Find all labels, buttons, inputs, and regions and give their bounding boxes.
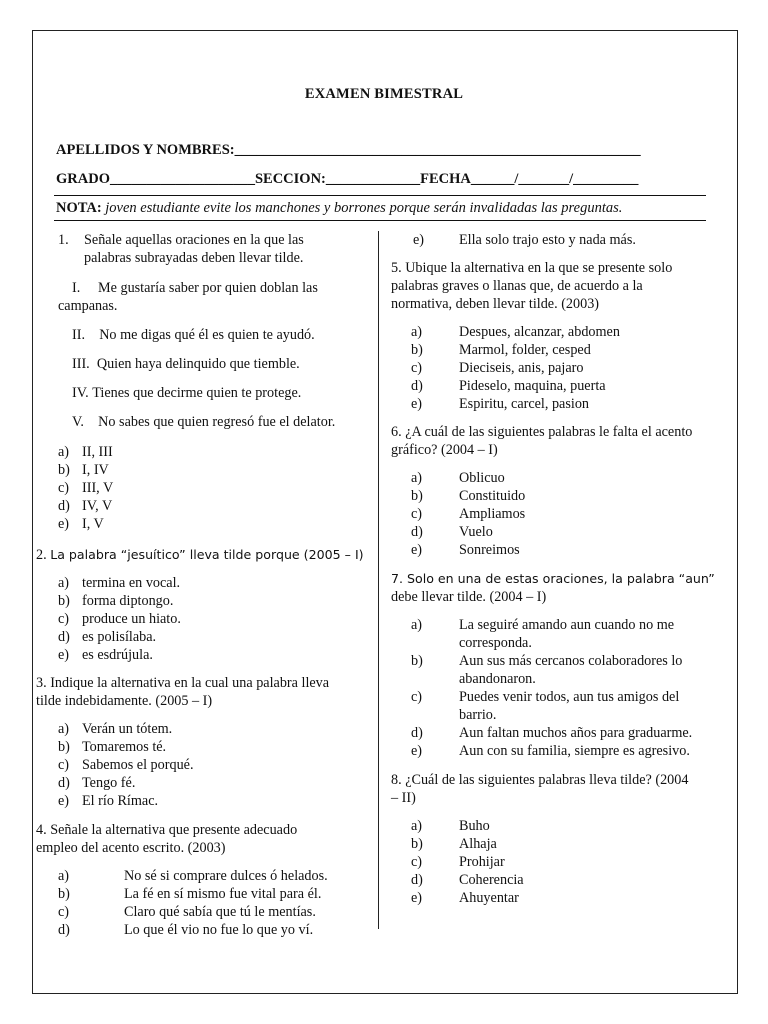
option-letter: a) bbox=[411, 617, 423, 633]
divider-top bbox=[54, 195, 706, 196]
option-text: Dieciseis, anis, pajaro bbox=[459, 360, 584, 376]
option[interactable] bbox=[411, 395, 729, 413]
option-text: La seguiré amando aun cuando no me bbox=[459, 617, 675, 633]
option-letter: d) bbox=[411, 725, 423, 741]
options-list bbox=[391, 231, 729, 249]
question-text: palabras graves o llanas que, de acuerdo a la bbox=[391, 278, 643, 294]
roman-item bbox=[36, 384, 366, 402]
option-text: Puedes venir todos, aun tus amigos del bbox=[459, 689, 680, 705]
option-text: III, V bbox=[82, 480, 114, 496]
option[interactable] bbox=[58, 628, 366, 646]
option-text: II, III bbox=[82, 444, 113, 460]
option-text: Alhaja bbox=[459, 836, 497, 852]
option[interactable] bbox=[411, 724, 729, 742]
options-list bbox=[36, 867, 366, 939]
roman-numeral: V. bbox=[72, 414, 84, 430]
option-text: Buho bbox=[459, 818, 490, 834]
option-letter: d) bbox=[58, 498, 70, 514]
option-letter: c) bbox=[411, 506, 423, 522]
option-text: Sonreimos bbox=[459, 542, 520, 558]
option-letter: c) bbox=[411, 854, 423, 870]
option-text: I, V bbox=[82, 516, 104, 532]
column-divider bbox=[378, 231, 379, 929]
option-text: Ahuyentar bbox=[459, 890, 519, 906]
question-text: normativa, deben llevar tilde. (2003) bbox=[391, 296, 600, 312]
option-letter: a) bbox=[58, 721, 70, 737]
option-text: Ampliamos bbox=[459, 506, 526, 522]
option-text: corresponda. bbox=[459, 635, 532, 651]
option-letter: e) bbox=[413, 232, 425, 248]
option[interactable] bbox=[58, 921, 366, 939]
option[interactable] bbox=[58, 885, 366, 903]
option-text: La fé en sí mismo fue vital para él. bbox=[124, 886, 322, 902]
question-text: – II) bbox=[391, 790, 416, 806]
option[interactable] bbox=[58, 903, 366, 921]
option-text: Prohijar bbox=[459, 854, 505, 870]
option-letter: e) bbox=[411, 743, 423, 759]
option-text: produce un hiato. bbox=[82, 611, 181, 627]
note-line bbox=[56, 200, 622, 217]
option[interactable] bbox=[411, 341, 729, 359]
option[interactable] bbox=[411, 835, 729, 853]
question-1 bbox=[36, 231, 366, 267]
option-letter: d) bbox=[411, 872, 423, 888]
option-text: Despues, alcanzar, abdomen bbox=[459, 324, 620, 340]
option-letter: e) bbox=[411, 542, 423, 558]
roman-item bbox=[36, 413, 366, 431]
option[interactable] bbox=[58, 756, 366, 774]
option-text: Oblicuo bbox=[459, 470, 505, 486]
option-letter: c) bbox=[58, 757, 70, 773]
question-6 bbox=[391, 423, 729, 459]
option-letter: a) bbox=[411, 324, 423, 340]
option-letter: a) bbox=[58, 444, 70, 460]
roman-text: No me digas qué él es quien te ayudó. bbox=[99, 327, 315, 343]
option-text: Vuelo bbox=[459, 524, 493, 540]
left-column bbox=[36, 231, 366, 939]
option-text-block bbox=[459, 616, 674, 652]
roman-text: No sabes que quien regresó fue el delator. bbox=[98, 414, 336, 430]
option-text: Tengo fé. bbox=[82, 775, 136, 791]
roman-numeral: III. bbox=[72, 356, 90, 372]
question-text: gráfico? (2004 – I) bbox=[391, 442, 498, 458]
option-letter: c) bbox=[411, 360, 423, 376]
option[interactable] bbox=[58, 515, 366, 533]
option-letter: c) bbox=[58, 480, 70, 496]
roman-text-cont: campanas. bbox=[58, 298, 118, 314]
question-2 bbox=[36, 546, 366, 564]
question-5 bbox=[391, 259, 729, 313]
option-text: barrio. bbox=[459, 707, 497, 723]
option[interactable] bbox=[411, 688, 729, 724]
option-letter: e) bbox=[58, 516, 70, 532]
option[interactable] bbox=[58, 610, 366, 628]
option-text: forma diptongo. bbox=[82, 593, 174, 609]
question-text: 8. ¿Cuál de las siguientes palabras lleva tilde? (2004 bbox=[391, 772, 689, 788]
option[interactable] bbox=[411, 469, 729, 487]
option[interactable] bbox=[411, 523, 729, 541]
option[interactable] bbox=[411, 487, 729, 505]
option[interactable] bbox=[411, 377, 729, 395]
option-text: termina en vocal. bbox=[82, 575, 181, 591]
divider-bottom bbox=[54, 220, 706, 221]
roman-numeral: IV. bbox=[72, 385, 89, 401]
option-letter: a) bbox=[58, 575, 70, 591]
question-text: 5. Ubique la alternativa en la que se presente solo bbox=[391, 260, 673, 276]
question-text: 3. Indique la alternativa en la cual una palabra lleva bbox=[36, 675, 330, 691]
option-letter: a) bbox=[58, 868, 70, 884]
option[interactable] bbox=[58, 720, 366, 738]
option[interactable] bbox=[411, 742, 729, 760]
option-text: Aun faltan muchos años para graduarme. bbox=[459, 725, 693, 741]
option[interactable] bbox=[411, 817, 729, 835]
option-letter: d) bbox=[411, 378, 423, 394]
option-letter: b) bbox=[58, 739, 70, 755]
roman-text: Quien haya delinquido que tiemble. bbox=[96, 356, 300, 372]
option-letter: c) bbox=[411, 689, 423, 705]
option-letter: d) bbox=[58, 775, 70, 791]
option-text: Espiritu, carcel, pasion bbox=[459, 396, 590, 412]
roman-item bbox=[36, 355, 366, 373]
question-text: 7. Solo en una de estas oraciones, la palabra “aun” bbox=[391, 571, 715, 586]
name-field-line: APELLIDOS Y NOMBRES:________________________________________________________ bbox=[56, 142, 641, 158]
option-letter: d) bbox=[58, 922, 70, 938]
question-text: 6. ¿A cuál de las siguientes palabras le falta el acento bbox=[391, 424, 693, 440]
question-7 bbox=[391, 570, 729, 606]
options-list bbox=[391, 817, 729, 907]
option-text: Ella solo trajo esto y nada más. bbox=[459, 232, 636, 248]
option-text: Sabemos el porqué. bbox=[82, 757, 194, 773]
option-letter: d) bbox=[58, 629, 70, 645]
option-text: es esdrújula. bbox=[82, 647, 153, 663]
question-number: 1. bbox=[58, 232, 69, 248]
option[interactable] bbox=[411, 889, 729, 907]
exam-title: EXAMEN BIMESTRAL bbox=[304, 86, 464, 102]
question-text: palabras subrayadas deben llevar tilde. bbox=[84, 250, 304, 266]
option[interactable] bbox=[411, 853, 729, 871]
option-text: Constituido bbox=[459, 488, 526, 504]
option-text: Pideselo, maquina, puerta bbox=[459, 378, 606, 394]
option-letter: e) bbox=[411, 396, 423, 412]
option-text: I, IV bbox=[82, 462, 109, 478]
option-letter: c) bbox=[58, 904, 70, 920]
option-text: Lo que él vio no fue lo que yo ví. bbox=[124, 922, 314, 938]
question-text: tilde indebidamente. (2005 – I) bbox=[36, 693, 213, 709]
option[interactable] bbox=[58, 774, 366, 792]
option[interactable] bbox=[413, 231, 729, 249]
question-number: 2. bbox=[36, 547, 47, 563]
note-text: joven estudiante evite los manchones y borrones porque serán invalidadas las preguntas. bbox=[105, 200, 623, 216]
question-text: Señale aquellas oraciones en la que las bbox=[84, 232, 304, 248]
option-text: abandonaron. bbox=[459, 671, 536, 687]
option-text: Verán un tótem. bbox=[82, 721, 173, 737]
option-text: Marmol, folder, cesped bbox=[459, 342, 591, 358]
option[interactable] bbox=[411, 359, 729, 377]
option-text: es polisílaba. bbox=[82, 629, 157, 645]
question-text: La palabra “jesuítico” lleva tilde porque (2005 – I) bbox=[50, 547, 364, 562]
roman-item bbox=[36, 279, 366, 297]
option-text: Aun con su familia, siempre es agresivo. bbox=[459, 743, 690, 759]
right-column bbox=[391, 231, 729, 907]
option-letter: e) bbox=[58, 647, 70, 663]
option[interactable] bbox=[411, 871, 729, 889]
option-letter: b) bbox=[411, 653, 423, 669]
option[interactable] bbox=[58, 738, 366, 756]
roman-numeral: I. bbox=[72, 280, 81, 296]
option[interactable] bbox=[411, 505, 729, 523]
option-text: Tomaremos té. bbox=[82, 739, 167, 755]
option[interactable] bbox=[411, 323, 729, 341]
option-text: Claro qué sabía que tú le mentías. bbox=[124, 904, 316, 920]
option[interactable] bbox=[58, 792, 366, 810]
option[interactable] bbox=[411, 616, 729, 652]
option-text-block bbox=[459, 688, 679, 724]
options-list bbox=[391, 469, 729, 559]
option[interactable] bbox=[58, 461, 366, 479]
roman-text: Tienes que decirme quien te protege. bbox=[92, 385, 302, 401]
option[interactable] bbox=[58, 479, 366, 497]
option[interactable] bbox=[58, 592, 366, 610]
options-list bbox=[36, 720, 366, 810]
question-3 bbox=[36, 674, 366, 710]
options-list bbox=[36, 574, 366, 664]
option[interactable] bbox=[411, 652, 729, 688]
question-8 bbox=[391, 771, 729, 807]
option[interactable] bbox=[58, 574, 366, 592]
option-letter: a) bbox=[411, 470, 423, 486]
option-letter: c) bbox=[58, 611, 70, 627]
question-text: 4. Señale la alternativa que presente adecuado bbox=[36, 822, 298, 838]
option[interactable] bbox=[58, 646, 366, 664]
question-4 bbox=[36, 821, 366, 857]
options-list bbox=[36, 443, 366, 533]
option-text: IV, V bbox=[82, 498, 113, 514]
option[interactable] bbox=[58, 443, 366, 461]
question-text: debe llevar tilde. (2004 – I) bbox=[391, 589, 547, 605]
option[interactable] bbox=[411, 541, 729, 559]
option-letter: e) bbox=[411, 890, 423, 906]
option[interactable] bbox=[58, 497, 366, 515]
option-letter: b) bbox=[58, 886, 70, 902]
option-text: Coherencia bbox=[459, 872, 524, 888]
option-letter: b) bbox=[411, 342, 423, 358]
option-letter: b) bbox=[58, 593, 70, 609]
option-text: No sé si comprare dulces ó helados. bbox=[124, 868, 328, 884]
option-letter: b) bbox=[411, 488, 423, 504]
option-letter: a) bbox=[411, 818, 423, 834]
option-letter: b) bbox=[58, 462, 70, 478]
grade-section-date-line: GRADO____________________SECCION:_____________FECHA______/_______/_________ bbox=[56, 171, 639, 187]
options-list bbox=[391, 616, 729, 760]
roman-item bbox=[36, 326, 366, 344]
option-text-block bbox=[459, 652, 682, 688]
option-letter: e) bbox=[58, 793, 70, 809]
option-letter: b) bbox=[411, 836, 423, 852]
note-label: NOTA: bbox=[56, 200, 102, 216]
option-text: El río Rímac. bbox=[82, 793, 159, 809]
question-text: empleo del acento escrito. (2003) bbox=[36, 840, 226, 856]
options-list bbox=[391, 323, 729, 413]
option[interactable] bbox=[58, 867, 366, 885]
option-text: Aun sus más cercanos colaboradores lo bbox=[459, 653, 683, 669]
roman-text: Me gustaría saber por quien doblan las bbox=[98, 280, 318, 296]
roman-numeral: II. bbox=[72, 327, 85, 343]
option-letter: d) bbox=[411, 524, 423, 540]
